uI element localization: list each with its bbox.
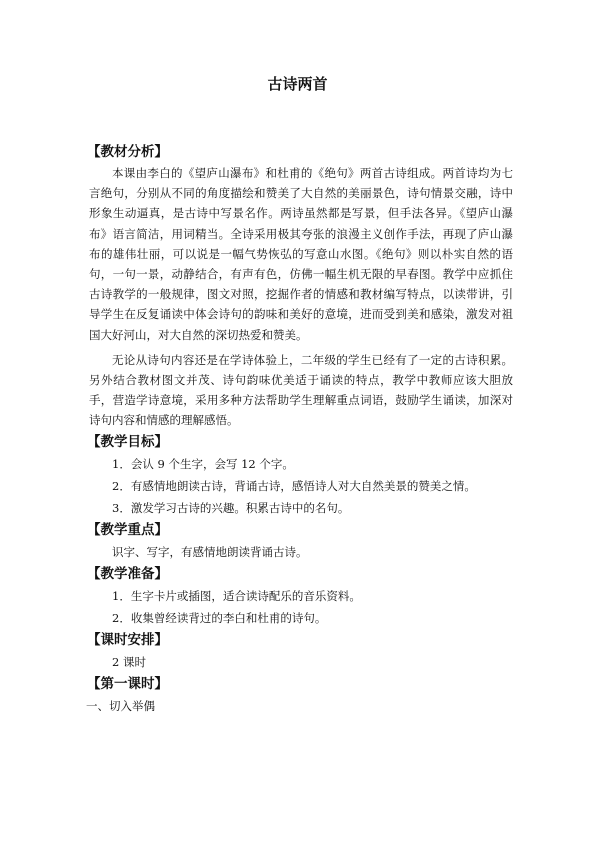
prep-item-2: 2．收集曾经读背过的李白和杜甫的诗句。 — [112, 610, 327, 625]
page-title: 古诗两首 — [267, 75, 328, 93]
analysis-paragraph-2: 无论从诗句内容还是在学诗体验上，二年级的学生已经有了一定的古诗积累。另外结合教材图文并茂、诗句韵味优美适于诵读的特点，教学中教师应该大胆放手，营造学诗意境，采用多种方法帮助学生理解重点词语，鼓励学生诵读，加深对诗句内容和情感的理解感悟。 — [89, 352, 513, 428]
prep-item-1: 1．生字卡片或插图，适合读诗配乐的音乐资料。 — [112, 588, 361, 603]
section-heading-analysis: 【教材分析】 — [87, 144, 168, 160]
section-heading-lesson1: 【第一课时】 — [87, 675, 168, 692]
section-heading-prep: 【教学准备】 — [87, 565, 168, 582]
lesson1-step-1: 一、切入举偶 — [86, 698, 155, 713]
goal-item-2: 2．有感情地朗读古诗，背诵古诗，感悟诗人对大自然美景的赞美之情。 — [112, 478, 476, 493]
goal-item-1: 1．会认 9 个生字，会写 12 个字。 — [112, 456, 294, 471]
focus-text: 识字、写字，有感情地朗读背诵古诗。 — [112, 544, 308, 559]
analysis-paragraph-1: 本课由李白的《望庐山瀑布》和杜甫的《绝句》两首古诗组成。两首诗均为七言绝句，分别从不同的角度描绘和赞美了大自然的美丽景色，诗句情景交融，诗中形象生动逼真，是古诗中写景名作。两诗虽然都是写景，但手法各异。《望庐山瀑布》语言简洁，用词精当。全诗采用极其夸张的浪漫主义创作手法，再现了庐山瀑布的雄伟壮丽，可以说是一幅气势恢弘的写意山水图。《绝句》则以朴实自然的语句，一句一景，动静结合，有声有色，仿佛一幅生机无限的早春图。教学中应抓住古诗教学的一般规律，图文对照，挖掘作者的情感和教材编写特点，以读带讲，引导学生在反复诵读中体会诗句的韵味和美好的意境，进而受到美和感染，激发对祖国大好河山，对大自然的深切热爱和赞美。 — [89, 166, 513, 342]
section-heading-goals: 【教学目标】 — [87, 433, 168, 450]
goal-item-3: 3．激发学习古诗的兴趣。积累古诗中的名句。 — [112, 500, 350, 515]
document-body — [86, 141, 513, 717]
schedule-text: 2 课时 — [112, 654, 146, 669]
section-heading-schedule: 【课时安排】 — [87, 631, 168, 648]
section-heading-focus: 【教学重点】 — [87, 521, 168, 538]
